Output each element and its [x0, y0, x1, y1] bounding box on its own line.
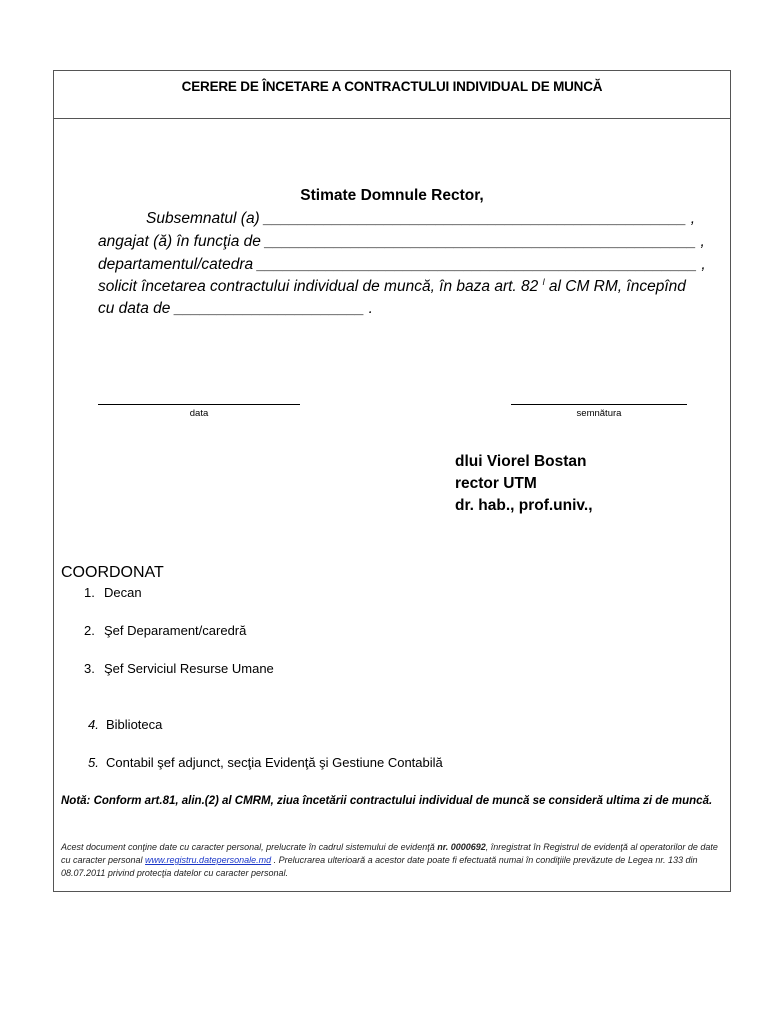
coordination-item [88, 755, 443, 770]
article-superscript: l [542, 277, 545, 287]
employee-name-line: Subsemnatul (a) _________________________________________________ , [146, 210, 696, 227]
disclaimer-text: . Prelucrarea ulterioară a acestor date poate fi efectuată numai în condiţiile prevăzute de Legea nr. 133 din 08.07.2011 privind protecţia datelor cu caracter personal. [61, 855, 698, 878]
request-text-end: al CM RM, începînd [544, 278, 686, 296]
form-title: CERERE DE ÎNCETARE A CONTRACTULUI INDIVIDUAL DE MUNCĂ [181, 79, 603, 94]
start-date-line: cu data de ______________________ . [98, 300, 373, 317]
item-label: Şef Serviciul Resurse Umane [104, 661, 274, 676]
disclaimer-text: , înregistrat în Registrul de evidenţă al operatorilor de date cu caracter personal [61, 842, 718, 865]
signature-line [511, 404, 687, 405]
signature-label: semnătura [576, 408, 622, 419]
salutation: Stimate Domnule Rector, [300, 187, 484, 204]
position-line: angajat (ă) în funcţia de __________________________________________________ , [98, 233, 705, 250]
item-number: 5. [88, 755, 99, 770]
item-label: Şef Deparament/caredră [104, 623, 247, 638]
coordination-item [88, 717, 162, 732]
coordination-heading: COORDONAT [61, 564, 164, 581]
item-number: 2. [84, 623, 95, 638]
item-label: Decan [104, 585, 142, 600]
addressee-position: rector UTM [455, 475, 537, 492]
item-number: 3. [84, 661, 95, 676]
disclaimer-text: Acest document conţine date cu caracter personal, prelucrate în cadrul sistemului de evidenţă [61, 842, 438, 852]
legal-note: Notă: Conform art.81, alin.(2) al CMRM, ziua încetării contractului individual de muncă se consideră ultima zi de muncă. [61, 795, 713, 807]
item-label: Biblioteca [106, 717, 163, 732]
addressee-title: dr. hab., prof.univ., [455, 497, 593, 514]
request-line [98, 277, 686, 296]
date-signature-line [98, 404, 300, 405]
addressee-name: dlui Viorel Bostan [455, 453, 587, 470]
request-text: solicit încetarea contractului individual de muncă, în baza art. 82 [98, 278, 539, 296]
item-number: 4. [88, 717, 99, 732]
title-row [54, 71, 730, 119]
registration-number: nr. 0000692 [437, 842, 486, 852]
item-number: 1. [84, 585, 95, 600]
coordination-item [84, 661, 274, 676]
department-line: departamentul/catedra ___________________________________________________ , [98, 256, 706, 273]
privacy-disclaimer [61, 841, 725, 880]
registry-link[interactable]: www.registru.datepersonale.md [145, 855, 272, 865]
coordination-item [84, 623, 246, 638]
item-label: Contabil şef adjunct, secţia Evidenţă şi Gestiune Contabilă [106, 755, 443, 770]
date-label: data [189, 408, 209, 419]
coordination-item [84, 585, 142, 600]
form-frame [53, 70, 731, 892]
